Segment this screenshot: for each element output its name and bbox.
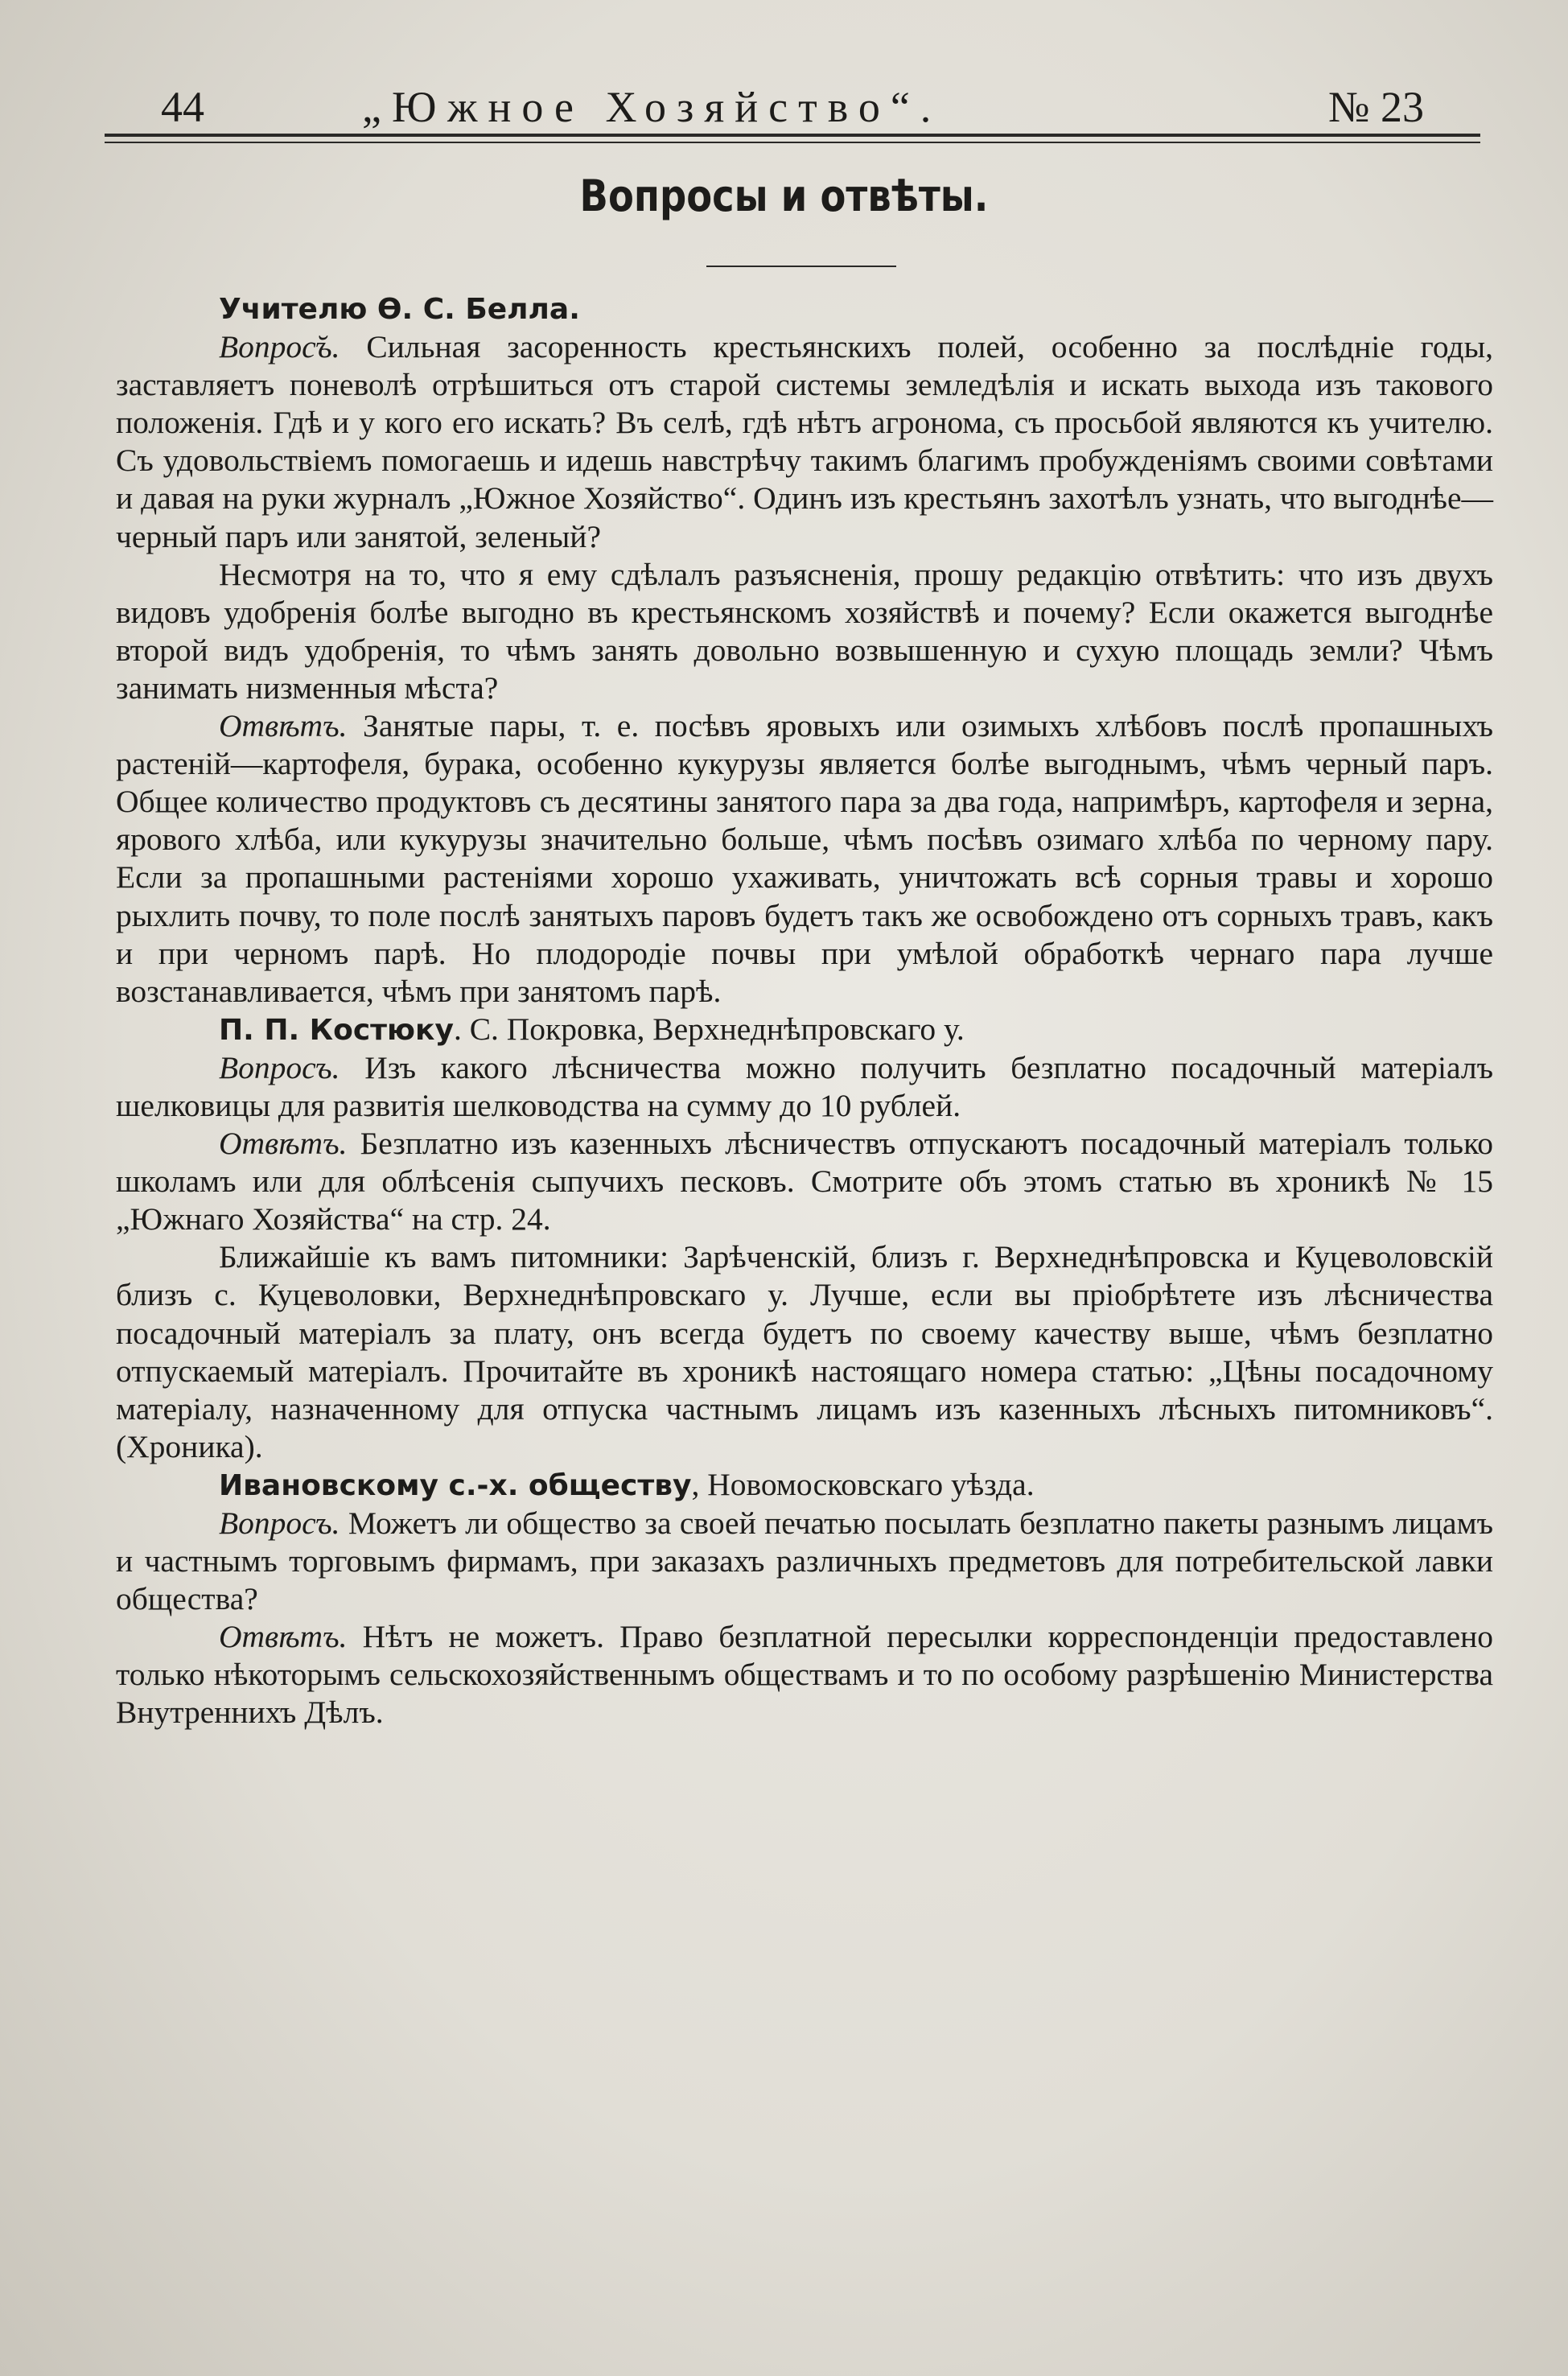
addressee-line xyxy=(116,1011,1493,1049)
title-divider xyxy=(706,266,896,267)
addressee: Ивановскому с.-х. обществу xyxy=(219,1468,692,1502)
question-paragraph-continued xyxy=(116,556,1493,707)
question-paragraph xyxy=(116,328,1493,556)
question-label: Вопросъ. xyxy=(219,1049,340,1085)
answer-text: Безплатно изъ казенныхъ лѣсничествъ отпускаютъ посадочный матеріалъ только школамъ или для облѣсенія сыпучихъ песковъ. Смотрите объ этомъ статью въ хроникѣ № 15 „Южнаго Хозяйства“ на стр. 24. xyxy=(116,1126,1493,1237)
addressee-line xyxy=(116,1466,1493,1505)
article-body xyxy=(116,290,1493,1732)
answer-label: Отвѣтъ. xyxy=(219,1126,348,1162)
addressee: П. П. Костюку xyxy=(219,1013,454,1047)
addressee-location: , Новомосковскаго уѣзда. xyxy=(691,1466,1035,1502)
question-paragraph xyxy=(116,1049,1493,1125)
answer-paragraph xyxy=(116,1125,1493,1238)
question-text: Можетъ ли общество за своей печатью посылать безплатно пакеты разнымъ лицамъ и частнымъ торговымъ фирмамъ, при заказахъ различныхъ предметовъ для потребительской лавки общества? xyxy=(116,1505,1493,1617)
question-text: Несмотря на то, что я ему сдѣлалъ разъясненія, прошу редакцію отвѣтить: что изъ двухъ видовъ удобренія болѣе выгодно въ крестьянскомъ хозяйствѣ и почему? Если окажется выгоднѣе второй видъ удобренія, то чѣмъ занять довольно возвышенную и сухую площадь земли? Чѣмъ занимать низменныя мѣста? xyxy=(116,556,1493,706)
addressee-location: . С. Покровка, Верхнеднѣпровскаго у. xyxy=(453,1011,965,1047)
answer-paragraph xyxy=(116,707,1493,1011)
answer-label: Отвѣтъ. xyxy=(219,708,348,744)
page-number: 44 xyxy=(161,83,204,131)
addressee-line xyxy=(116,290,1493,328)
question-label: Вопрос̆ъ. xyxy=(219,329,340,365)
answer-text: Занятые пары, т. е. посѣвъ яровыхъ или озимыхъ хлѣбовъ послѣ пропашныхъ растеній—картофеля, бурака, особенно кукурузы является болѣе выгоднымъ, чѣмъ черный паръ. Общее количество продуктовъ съ десятины занятого пара за два года, напримѣръ, картофеля и зерна, ярового хлѣба, или кукурузы значительно больше, чѣмъ посѣвъ озимаго хлѣба по черному пару. Если за пропашными растеніями хорошо ухаживать, уничтожать всѣ сорныя травы и хорошо рыхлить почву, то поле послѣ занятыхъ паровъ будетъ такъ же освобождено отъ сорныхъ травъ, какъ и при черномъ парѣ. Но плодородіе почвы при умѣлой обработкѣ чернаго пара лучше возстанавливается, чѣмъ при занятомъ парѣ. xyxy=(116,708,1493,1009)
answer-text: Ближайшіе къ вамъ питомники: Зарѣченскій, близъ г. Верхнеднѣпровска и Куцеволовскій близъ с. Куцеволовки, Верхнеднѣпровскаго у. Лучше, если вы пріобрѣтете изъ лѣсничества посадочный матеріалъ за плату, онъ всегда будетъ по своему качеству выше, чѣмъ безплатно отпускаемый матеріалъ. Прочитайте въ хроникѣ настоящаго номера статью: „Цѣны посадочному матеріалу, назначенному для отпуска частнымъ лицамъ изъ казенныхъ лѣсныхъ питомниковъ“. (Хроника). xyxy=(116,1239,1493,1464)
running-head xyxy=(105,77,1480,142)
journal-name: „Южное Хозяйство“. xyxy=(362,83,942,131)
question-text: Сильная засоренность крестьянскихъ полей, особенно за послѣдніе годы, заставляетъ поневолѣ отрѣшиться отъ старой системы земледѣлія и искать выхода изъ такового положенія. Гдѣ и у кого его искать? Въ селѣ, гдѣ нѣтъ агронома, съ просьбой являются къ учителю. Съ удовольствіемъ помогаешь и идешь навстрѣчу такимъ благимъ пробужденіямъ своими совѣтами и давая на руки журналъ „Южное Хозяйство“. Одинъ изъ крестьянъ захотѣлъ узнать, что выгоднѣе—черный паръ или занятой, зеленый? xyxy=(116,329,1493,554)
answer-text: Нѣтъ не можетъ. Право безплатной пересылки корреспонденціи предоставлено только нѣкоторымъ сельскохозяйственнымъ обществамъ и то по особому разрѣшенію Министерства Внутреннихъ Дѣлъ. xyxy=(116,1619,1494,1731)
answer-paragraph-continued xyxy=(116,1238,1493,1466)
answer-label: Отвѣтъ. xyxy=(219,1619,348,1655)
question-paragraph xyxy=(116,1505,1493,1618)
addressee: Учителю Ѳ. С. Белла. xyxy=(219,293,580,326)
question-text: Изъ какого лѣсничества можно получить безплатно посадочный матеріалъ шелковицы для развитія шелководства на сумму до 10 рублей. xyxy=(116,1049,1494,1123)
issue-number: № 23 xyxy=(1327,83,1424,131)
section-title: Вопросы и отвѣты. xyxy=(579,171,989,221)
question-label: Вопросъ. xyxy=(219,1505,340,1541)
header-rule-thick xyxy=(105,134,1480,137)
header-rule-thin xyxy=(105,142,1480,143)
answer-paragraph xyxy=(116,1618,1493,1732)
